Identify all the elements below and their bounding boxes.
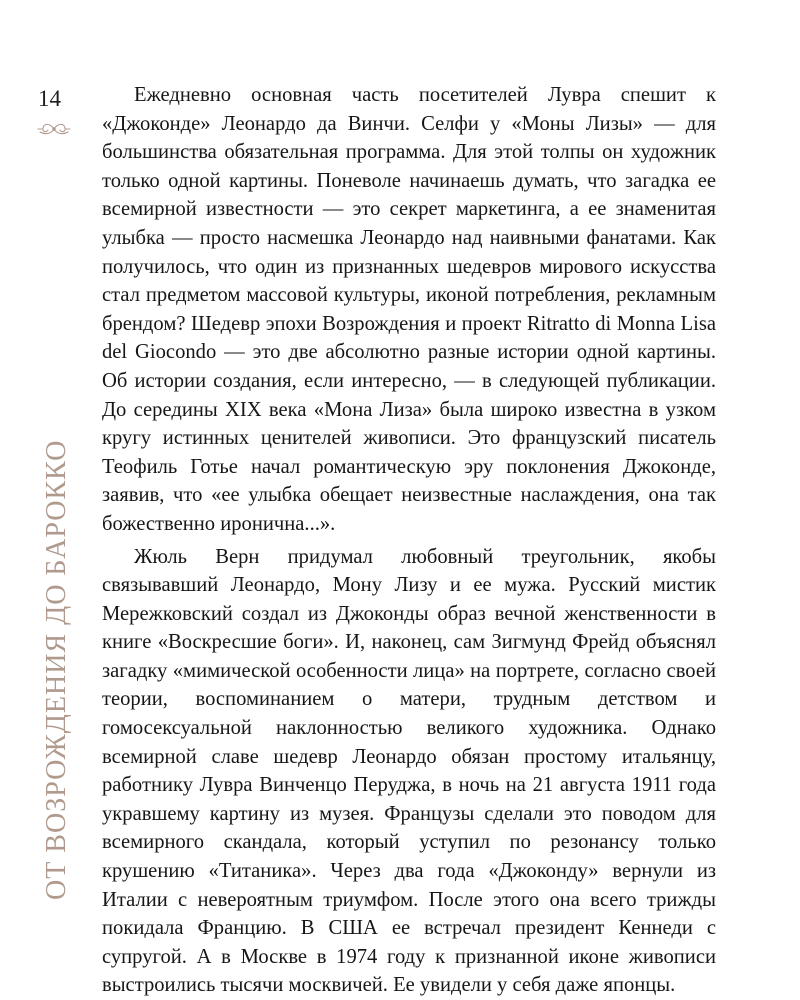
ornament-flourish-icon — [36, 120, 72, 138]
paragraph-2: Жюль Верн придумал любовный треугольник, якобы связывавший Леонардо, Мону Лизу и ее мужа. Русский мистик Мережковский создал из Джоконды образ вечной женственности в книге «Воскресшие боги». И, наконец, сам Зигмунд Фрейд объяснял загадку «мимической особенности лица» на портрете, согласно своей теории, воспоминанием о матери, трудным детством и гомосексуальной наклонностью великого художника. Однако всемирной славе шедевр Леонардо обязан простому итальянцу, работнику Лувра Винченцо Перуджа, в ночь на 21 августа 1911 года укравшему картину из музея. Французы сделали это поводом для всемирного скандала, который уступил по резонансу только крушению «Титаника». Через два года «Джоконду» вернули из Италии с невероятным триумфом. После этого она всего трижды покидала Францию. В США ее встречал президент Кеннеди с супругой. А в Москве в 1974 году к признанной иконе живописи выстроились тысячи москвичей. Ее увидели у себя даже японцы. — [102, 545, 716, 997]
page-number: 14 — [38, 86, 61, 111]
paragraph-1: Ежедневно основная часть посетителей Лувра спешит к «Джоконде» Леонардо да Винчи. Селфи у «Моны Лизы» — для большинства обязательная программа. Для этой толпы он художник только одной картины. Поневоле начинаешь думать, что загадка ее всемирной известности — это секрет маркетинга, а ее знаменитая улыбка — просто насмешка Леонардо над наивными фанатами. Как получилось, что один из признанных шедевров мирового искусства стал предметом массовой культуры, иконой потребления, рекламным брендом? Шедевр эпохи Возрождения и проект Ritratto di Monna Lisa del Giocondo — это две абсолютно разные истории одной картины. Об истории создания, если интересно, — в следующей публикации. До середины XIX века «Мона Лиза» была широко известна в узком кругу истинных ценителей живописи. Это французский писатель Теофиль Готье начал романтическую эру поклонения Джоконде, заявив, что «ее улыбка обещает неизвестные наслаждения, она так божественно иронична...». — [102, 84, 716, 535]
body-text — [102, 81, 716, 1000]
running-head: ОТ ВОЗРОЖДЕНИЯ ДО БАРОККО — [41, 439, 72, 900]
